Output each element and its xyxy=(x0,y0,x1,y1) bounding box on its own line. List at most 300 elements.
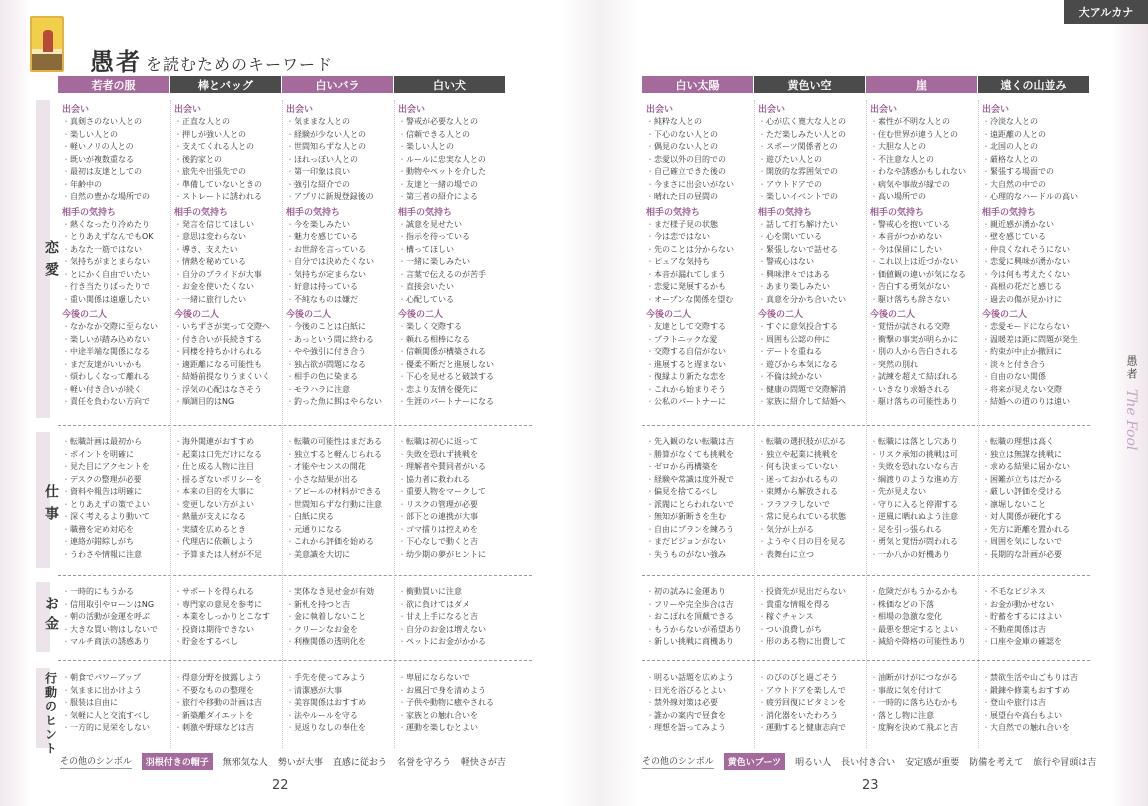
keyword-item: ・ 自分のお金は増えない xyxy=(398,624,508,637)
keyword-item: ・ 心を開いている xyxy=(758,231,868,244)
subheading-feel: 相手の気持ち xyxy=(758,207,813,218)
keyword-item: ・ 稼ぐチャンス xyxy=(758,611,868,624)
keyword-item: ・ 口座や金庫の確認を xyxy=(982,636,1092,649)
hint-column xyxy=(870,672,980,735)
symbol-keyword: 防備を考えて xyxy=(969,758,1024,768)
keyword-item: ・ プラトニックな愛 xyxy=(646,334,756,347)
keyword-item: ・ 適距離になる可能性も xyxy=(174,359,284,372)
keyword-item: ・ 投資先が見出だらない xyxy=(758,586,868,599)
keyword-item: ・ 偏見を捨てるべし xyxy=(646,486,756,499)
column-separator xyxy=(394,100,395,748)
keyword-item: ・ 常に見られている状態 xyxy=(758,511,868,524)
page-title-main: 愚者 xyxy=(90,48,142,76)
keyword-item: ・ 衝撃の事実が明らかに xyxy=(870,334,980,347)
keyword-item: ・ 事故に気を付けて xyxy=(870,685,980,698)
category-tab: 大アルカナ xyxy=(1064,0,1148,24)
keyword-item: ・ これ以上は近づかない xyxy=(870,256,980,269)
keyword-item: ・ 中途半端な関係になる xyxy=(62,346,172,359)
keyword-item: ・ 先のことは分からない xyxy=(646,244,756,257)
keyword-item: ・ マルチ商法の誘惑あり xyxy=(62,636,172,649)
keyword-item: ・ 気ままな人との xyxy=(286,116,396,129)
keyword-item: ・ 約束が中止か撤回に xyxy=(982,346,1092,359)
column-separator xyxy=(978,100,979,748)
keyword-item: ・ 協力者に救われる xyxy=(398,474,508,487)
keyword-item: ・ 気軽に人と交流すべし xyxy=(62,710,172,723)
keyword-item: ・ 一緒に旅行したい xyxy=(174,294,284,307)
column-header: 遠くの山並み xyxy=(978,76,1089,93)
keyword-item: ・ 恋より友情を優先に xyxy=(398,384,508,397)
keyword-item: ・ 油断がけがにつながる xyxy=(870,672,980,685)
keyword-item: ・ 誠意を見せたい xyxy=(398,219,508,232)
keyword-item: ・ 表舞台に立つ xyxy=(758,549,868,562)
keyword-item: ・ 不純なものは嫌だ xyxy=(286,294,396,307)
keyword-item: ・ 生涯のパートナーになる xyxy=(398,396,508,409)
keyword-item: ・ 将来が見えない交際 xyxy=(982,384,1092,397)
keyword-item: ・ 一か八かの好機あり xyxy=(870,549,980,562)
keyword-item: ・ 支えてくれる人との xyxy=(174,141,284,154)
keyword-item: ・ 揺るぎないポリシーを xyxy=(174,474,284,487)
keyword-item: ・ 甘え上手になると吉 xyxy=(398,611,508,624)
keyword-item: ・ 一時的にもうかる xyxy=(62,586,172,599)
keyword-item: ・ 興味津々ではある xyxy=(758,269,868,282)
keyword-item: ・ いきなり求婚される xyxy=(870,384,980,397)
keyword-item: ・ 言葉で伝えるのが苦手 xyxy=(398,269,508,282)
keyword-item: ・ 深く考えるより動いて xyxy=(62,511,172,524)
keyword-item: ・ 気持ちが定まらない xyxy=(286,269,396,282)
keyword-item: ・ 過去の傷が見かけに xyxy=(982,294,1092,307)
keyword-item: ・ 自由のない関係 xyxy=(982,371,1092,384)
keyword-item: ・ もうからないが希望あり xyxy=(646,624,756,637)
page-number-left: 22 xyxy=(272,778,289,793)
column-headers-left xyxy=(58,76,506,93)
keyword-item: ・ 意思は変わらない xyxy=(174,231,284,244)
keyword-item: ・ 恋愛以外の目的での xyxy=(646,154,756,167)
keyword-item: ・ 一緒に楽しみたい xyxy=(398,256,508,269)
keyword-item: ・ 転職計画は最初から xyxy=(62,436,172,449)
keyword-item: ・ つい浪費しがち xyxy=(758,624,868,637)
keyword-item: ・ 子供や動物に癒やされる xyxy=(398,697,508,710)
subheading-future: 今後の二人 xyxy=(870,310,916,320)
keyword-item: ・ 法やルールを守る xyxy=(286,710,396,723)
keyword-item: ・ ゼロから再構築を xyxy=(646,461,756,474)
keyword-item: ・ 緊張する場面での xyxy=(982,166,1092,179)
keyword-item: ・ 相場の急激な変化 xyxy=(870,611,980,624)
keyword-item: ・ まだ様子見の状態 xyxy=(646,219,756,232)
keyword-item: ・ 恋愛モードにならない xyxy=(982,321,1092,334)
keyword-item: ・ 家族との触れ合いを xyxy=(398,710,508,723)
keyword-item: ・ あっという間に終わる xyxy=(286,334,396,347)
keyword-item: ・ 気持ちがまとまらない xyxy=(62,256,172,269)
keyword-item: ・ 貴重な情報を得る xyxy=(758,599,868,612)
subheading-meet: 出会い xyxy=(174,105,202,115)
keyword-item: ・ アプリに新規登録後の xyxy=(286,191,396,204)
keyword-item: ・ 不毛なビジネス xyxy=(982,586,1092,599)
keyword-item: ・ 株価などの下落 xyxy=(870,599,980,612)
page-title xyxy=(90,42,333,77)
keyword-item: ・ いちずさが実って交際へ xyxy=(174,321,284,334)
section-label-money xyxy=(38,596,64,636)
keyword-item: ・ 心配している xyxy=(398,294,508,307)
keyword-item: ・ 自分のプライドが大事 xyxy=(174,269,284,282)
keyword-item: ・ モラハラに注意 xyxy=(286,384,396,397)
keyword-item: ・ 求める結果に届かない xyxy=(982,461,1092,474)
keyword-item: ・ クリーンなお金を xyxy=(286,624,396,637)
money-column xyxy=(646,586,756,649)
keyword-item: ・ 転職には落とし穴あり xyxy=(870,436,980,449)
keyword-item: ・ 交際する自信がない xyxy=(646,346,756,359)
keyword-item: ・ 綱渡りのような進め方 xyxy=(870,474,980,487)
column-separator xyxy=(170,100,171,748)
keyword-item: ・ 独立すると軽んじられる xyxy=(286,449,396,462)
keyword-item: ・ 一時的に落ち込むかも xyxy=(870,697,980,710)
keyword-item: ・ 美意識を大切に xyxy=(286,549,396,562)
keyword-item: ・ 投資は期待できない xyxy=(174,624,284,637)
keyword-item: ・ ピュアな気持ち xyxy=(646,256,756,269)
keyword-item: ・ お金が動かせない xyxy=(982,599,1092,612)
keyword-item: ・ ほれっぽい人との xyxy=(286,154,396,167)
keyword-item: ・ 仕と成る人物に注目 xyxy=(174,461,284,474)
symbol-keyword: 旅行や冒頭は吉 xyxy=(1033,758,1097,768)
keyword-item: ・ 自己確立できた後の xyxy=(646,166,756,179)
money-column xyxy=(286,586,396,649)
subheading-meet: 出会い xyxy=(758,105,786,115)
keyword-item: ・ 登山や旅行は吉 xyxy=(982,697,1092,710)
keyword-item: ・ 信用取引やローンはNG xyxy=(62,599,172,612)
keyword-item: ・ 実体なき見せ金が有効 xyxy=(286,586,396,599)
keyword-item: ・ あなた一筋ではない xyxy=(62,244,172,257)
keyword-item: ・ 凛堀しないこと xyxy=(982,499,1092,512)
keyword-item: ・ 気分が上がる xyxy=(758,524,868,537)
keyword-item: ・ ただ楽しみたい人との xyxy=(758,129,868,142)
symbol-keyword: 安定感が重要 xyxy=(905,758,960,768)
keyword-item: ・ 起業は口先だけになる xyxy=(174,449,284,462)
money-column xyxy=(398,586,508,649)
keyword-item: ・ あまり楽しみたい xyxy=(758,281,868,294)
subheading-feel: 相手の気持ち xyxy=(646,207,701,218)
keyword-item: ・ 貯金をするべし xyxy=(174,636,284,649)
subheading-future: 今後の二人 xyxy=(982,310,1028,320)
subheading-future: 今後の二人 xyxy=(758,310,804,320)
keyword-item: ・ 刺激や野球などは吉 xyxy=(174,722,284,735)
keyword-item: ・ 貯蓄をするにはよい xyxy=(982,611,1092,624)
keyword-item: ・ 今は恋ではない xyxy=(646,231,756,244)
work-column xyxy=(982,436,1092,561)
keyword-item: ・ 楽しく交際する xyxy=(398,321,508,334)
subheading-feel: 相手の気持ち xyxy=(62,207,117,218)
keyword-item: ・ 煩わしくなって離れる xyxy=(62,371,172,384)
keyword-item: ・ 楽しいが踏み込めない xyxy=(62,334,172,347)
keyword-item: ・ 実績を広めるとき xyxy=(174,524,284,537)
keyword-item: ・ フリーや完全歩合は吉 xyxy=(646,599,756,612)
keyword-item: ・ 大自然の中での xyxy=(982,179,1092,192)
keyword-item: ・ 北国の人との xyxy=(982,141,1092,154)
keyword-item: ・ 見た目にアクセントを xyxy=(62,461,172,474)
keyword-item: ・ これから始まりそう xyxy=(646,384,756,397)
hint-column xyxy=(646,672,756,735)
keyword-item: ・ ストレートに誘われる xyxy=(174,191,284,204)
keyword-item: ・ 見返りなしの奉仕を xyxy=(286,722,396,735)
section-label-text: 恋愛 xyxy=(43,240,59,284)
keyword-item: ・ 迷っておかれるもの xyxy=(758,474,868,487)
keyword-item: ・ 金に執着しないこと xyxy=(286,611,396,624)
keyword-item: ・ 周囲を気にしないで xyxy=(982,536,1092,549)
work-column xyxy=(286,436,396,561)
keyword-item: ・ 本業をしっかりとこなす xyxy=(174,611,284,624)
keyword-item: ・ 新築離ダイエットを xyxy=(174,710,284,723)
keyword-item: ・ 得意分野を披露しよう xyxy=(174,672,284,685)
symbol-keyword: 軽快さが吉 xyxy=(460,758,506,768)
keyword-item: ・ 優柔不断だと進展しない xyxy=(398,359,508,372)
other-symbols-label: その他のシンボル xyxy=(60,754,132,769)
keyword-item: ・ 楽しいイベントでの xyxy=(758,191,868,204)
keyword-item: ・ ゴマ擂りは控えめを xyxy=(398,524,508,537)
subheading-feel: 相手の気持ち xyxy=(174,207,229,218)
keyword-item: ・ うわさや情報に注意 xyxy=(62,549,172,562)
keyword-item: ・ 軽い付き合いが続く xyxy=(62,384,172,397)
symbol-keyword: 直感に従おう xyxy=(332,758,387,768)
other-symbols-label: その他のシンボル xyxy=(642,754,714,769)
keyword-item: ・ 浮気の心配はなさそう xyxy=(174,384,284,397)
subheading-meet: 出会い xyxy=(646,105,674,115)
keyword-item: ・ 運動を楽しむとよい xyxy=(398,722,508,735)
keyword-item: ・ 清潔感が大事 xyxy=(286,685,396,698)
keyword-item: ・ 軽いノリの人との xyxy=(62,141,172,154)
subheading-future: 今後の二人 xyxy=(62,310,108,320)
love-column xyxy=(982,104,1092,409)
subheading-meet: 出会い xyxy=(870,105,898,115)
symbol-tag: 黄色いブーツ xyxy=(724,753,785,770)
work-column xyxy=(398,436,508,561)
keyword-item: ・ 経験が少ない人との xyxy=(286,129,396,142)
love-column xyxy=(174,104,284,409)
keyword-item: ・ 発言を信じてほしい xyxy=(174,219,284,232)
keyword-item: ・ やや強引に付き合う xyxy=(286,346,396,359)
keyword-item: ・ 小さな結果が出る xyxy=(286,474,396,487)
keyword-item: ・ 純粋な人との xyxy=(646,116,756,129)
section-label-text: 仕事 xyxy=(43,484,59,528)
keyword-item: ・ お金を使いたくない xyxy=(174,281,284,294)
subheading-feel: 相手の気持ち xyxy=(398,207,453,218)
keyword-item: ・ 失うものがない強み xyxy=(646,549,756,562)
keyword-item: ・ 付き合いが長続きする xyxy=(174,334,284,347)
money-column xyxy=(174,586,284,649)
keyword-item: ・ 心理的なハードルの高い xyxy=(982,191,1092,204)
subheading-feel: 相手の気持ち xyxy=(286,207,341,218)
keyword-item: ・ 独立や起業に挑戦を xyxy=(758,449,868,462)
work-column xyxy=(646,436,756,561)
keyword-item: ・ 白紙に戻る xyxy=(286,511,396,524)
keyword-item: ・ 禁欲生活や山ごもりは吉 xyxy=(982,672,1092,685)
keyword-item: ・ オープンな関係を望む xyxy=(646,294,756,307)
symbol-keyword: 長い付き合い xyxy=(841,758,896,768)
keyword-item: ・ 最初は友達としての xyxy=(62,166,172,179)
keyword-item: ・ おこぼれを頂戴できる xyxy=(646,611,756,624)
section-label-work xyxy=(38,484,64,528)
keyword-item: ・ フラフラしないで xyxy=(758,499,868,512)
keyword-item: ・ 才能やセンスの開花 xyxy=(286,461,396,474)
subheading-feel: 相手の気持ち xyxy=(870,207,925,218)
work-column xyxy=(174,436,284,561)
subheading-feel: 相手の気持ち xyxy=(982,207,1037,218)
keyword-item: ・ 今を楽しみたい xyxy=(286,219,396,232)
symbol-tag: 羽根付きの帽子 xyxy=(142,753,213,770)
keyword-item: ・ 自分では決めたくない xyxy=(286,256,396,269)
keyword-item: ・ 今後のことは白紙に xyxy=(286,321,396,334)
keyword-item: ・ 理解者や賛同者がいる xyxy=(398,461,508,474)
money-column xyxy=(982,586,1092,649)
love-column xyxy=(286,104,396,409)
keyword-item: ・ 行き当たりばったりで xyxy=(62,281,172,294)
keyword-item: ・ 楽しい人との xyxy=(62,129,172,142)
keyword-item: ・ 卑屈にならないで xyxy=(398,672,508,685)
love-column xyxy=(646,104,756,409)
keyword-item: ・ 大自然での触れ合いを xyxy=(982,722,1092,735)
keyword-item: ・ 最悪を想定するとよい xyxy=(870,624,980,637)
keyword-item: ・ 連絡が錯綜しがち xyxy=(62,536,172,549)
subheading-meet: 出会い xyxy=(982,105,1010,115)
page-title-sub: を読むためのキーワード xyxy=(146,55,334,74)
keyword-item: ・ 自然の豊かな場所での xyxy=(62,191,172,204)
side-label xyxy=(1120,355,1142,450)
keyword-item: ・ 転職の選択肢が広がる xyxy=(758,436,868,449)
keyword-item: ・ 正直な人との xyxy=(174,116,284,129)
keyword-item: ・ デスクの整理が必要 xyxy=(62,474,172,487)
keyword-item: ・ リスクの管理が必要 xyxy=(398,499,508,512)
left-page xyxy=(58,76,506,93)
keyword-item: ・ 進展すると遅まない xyxy=(646,359,756,372)
keyword-item: ・ 理想を語ってみよう xyxy=(646,722,756,735)
symbol-keyword: 勢いが大事 xyxy=(277,758,323,768)
keyword-item: ・ 今は何も考えたくない xyxy=(982,269,1092,282)
keyword-item: ・ 朝の活動が金運を呼ぶ xyxy=(62,611,172,624)
keyword-item: ・ 展望台や高台もよい xyxy=(982,710,1092,723)
keyword-item: ・ 健康の問題で交際解消 xyxy=(758,384,868,397)
hint-column xyxy=(982,672,1092,735)
keyword-item: ・ 先入観のない転職は吉 xyxy=(646,436,756,449)
keyword-item: ・ とりあえずの策でよい xyxy=(62,499,172,512)
keyword-item: ・ アピールの材料ができる xyxy=(286,486,396,499)
column-separator xyxy=(282,100,283,748)
keyword-item: ・ 導き、支えたい xyxy=(174,244,284,257)
subheading-meet: 出会い xyxy=(286,105,314,115)
hint-column xyxy=(286,672,396,735)
keyword-item: ・ 運動すると健康志向で xyxy=(758,722,868,735)
keyword-item: ・ 覚悟が試される交際 xyxy=(870,321,980,334)
keyword-item: ・ 厳格な人との xyxy=(982,154,1092,167)
keyword-item: ・ 駆け落ちの可能性あり xyxy=(870,396,980,409)
keyword-item: ・ 後釣家との xyxy=(174,154,284,167)
keyword-item: ・ 失敗を恐れず挑戦を xyxy=(398,449,508,462)
keyword-item: ・ 頼れる相棒になる xyxy=(398,334,508,347)
keyword-item: ・ 好意は持っている xyxy=(286,281,396,294)
keyword-item: ・ 楽しい人との xyxy=(398,141,508,154)
other-symbols-right xyxy=(642,753,1096,770)
keyword-item: ・ 派閥にとらわれないで xyxy=(646,499,756,512)
keyword-item: ・ デートを重ねる xyxy=(758,346,868,359)
section-divider xyxy=(58,575,532,576)
keyword-item: ・ 幼少期の夢がヒントに xyxy=(398,549,508,562)
keyword-item: ・ 下心を見せると破談する xyxy=(398,371,508,384)
keyword-item: ・ 家族に紹介して結婚へ xyxy=(758,396,868,409)
money-column xyxy=(62,586,172,649)
symbol-keyword: 名誉を守ろう xyxy=(396,758,451,768)
section-label-love xyxy=(38,240,64,284)
keyword-item: ・ 代理店に依頼しよう xyxy=(174,536,284,549)
column-header: 棒とバッグ xyxy=(170,76,281,93)
keyword-item: ・ 独占欲が問題になる xyxy=(286,359,396,372)
keyword-item: ・ 今は保留にしたい xyxy=(870,244,980,257)
keyword-item: ・ 予算または人材が不足 xyxy=(174,549,284,562)
keyword-item: ・ 真意を分かち合いたい xyxy=(758,294,868,307)
keyword-item: ・ 不注意な人との xyxy=(870,154,980,167)
column-headers-right xyxy=(642,76,1090,93)
keyword-item: ・ わなや誘惑かもしれない xyxy=(870,166,980,179)
subheading-future: 今後の二人 xyxy=(646,310,692,320)
keyword-item: ・ 鍛錬や修業もおすすめ xyxy=(982,685,1092,698)
keyword-item: ・ 誰かの案内で昼食を xyxy=(646,710,756,723)
keyword-item: ・ 海外関連がおすすめ xyxy=(174,436,284,449)
keyword-item: ・ 朝食でパワーアップ xyxy=(62,672,172,685)
keyword-item: ・ 仲良くなれそうにない xyxy=(982,244,1092,257)
keyword-item: ・ 恋愛に興味が湧かない xyxy=(982,256,1092,269)
keyword-item: ・ 真剣さのない人との xyxy=(62,116,172,129)
keyword-item: ・ 熱量が支えになる xyxy=(174,511,284,524)
keyword-item: ・ 不倫は続かない xyxy=(758,371,868,384)
keyword-item: ・ アウトドアでの xyxy=(758,179,868,192)
keyword-item: ・ 警戒心はない xyxy=(758,256,868,269)
keyword-item: ・ 動物やペットを介した xyxy=(398,166,508,179)
keyword-item: ・ 別の人から告白される xyxy=(870,346,980,359)
keyword-item: ・ 気ままに出かけよう xyxy=(62,685,172,698)
love-column xyxy=(62,104,172,409)
keyword-item: ・ これから評価を始める xyxy=(286,536,396,549)
keyword-item: ・ 順調目的はNG xyxy=(174,396,284,409)
keyword-item: ・ 開放的な雰囲気での xyxy=(758,166,868,179)
keyword-item: ・ 旅行や移動の計画は吉 xyxy=(174,697,284,710)
keyword-item: ・ リスク承知の挑戦は可 xyxy=(870,449,980,462)
keyword-item: ・ 準備していないときの xyxy=(174,179,284,192)
keyword-item: ・ 第三者の紹介による xyxy=(398,191,508,204)
keyword-item: ・ ペットにお金がかかる xyxy=(398,636,508,649)
keyword-item: ・ 本来の目的を大事に xyxy=(174,486,284,499)
keyword-item: ・ 構ってほしい xyxy=(398,244,508,257)
money-column xyxy=(758,586,868,649)
keyword-item: ・ とにかく自由でいたい xyxy=(62,269,172,282)
keyword-item: ・ スポーツ関係者との xyxy=(758,141,868,154)
keyword-item: ・ 結婚前提なりうまくいく xyxy=(174,371,284,384)
keyword-item: ・ 疲労回復にビタミンを xyxy=(758,697,868,710)
right-page xyxy=(642,76,1090,93)
keyword-item: ・ 足を引っ張られる xyxy=(870,524,980,537)
keyword-item: ・ サポートを得られる xyxy=(174,586,284,599)
keyword-item: ・ 情熱を秘めている xyxy=(174,256,284,269)
keyword-item: ・ 高根の花だと感じる xyxy=(982,281,1092,294)
keyword-item: ・ 直接会いたい xyxy=(398,281,508,294)
keyword-item: ・ 変更しない方がよい xyxy=(174,499,284,512)
keyword-item: ・ 価値観の違いが気になる xyxy=(870,269,980,282)
keyword-item: ・ 専門家の意見を参考に xyxy=(174,599,284,612)
keyword-item: ・ 熱くなったり冷めたり xyxy=(62,219,172,232)
keyword-item: ・ 友達と一緒の場での xyxy=(398,179,508,192)
keyword-item: ・ 元通りになる xyxy=(286,524,396,537)
keyword-item: ・ 第一印象は良い xyxy=(286,166,396,179)
column-header: 若者の服 xyxy=(58,76,169,93)
keyword-item: ・ 結婚への道のりは遠い xyxy=(982,396,1092,409)
keyword-item: ・ とりあえずなんでもOK xyxy=(62,231,172,244)
keyword-item: ・ 独立は無謀な挑戦に xyxy=(982,449,1092,462)
keyword-item: ・ 無知が新断きを生む xyxy=(646,511,756,524)
keyword-item: ・ 信頼関係が構築される xyxy=(398,346,508,359)
